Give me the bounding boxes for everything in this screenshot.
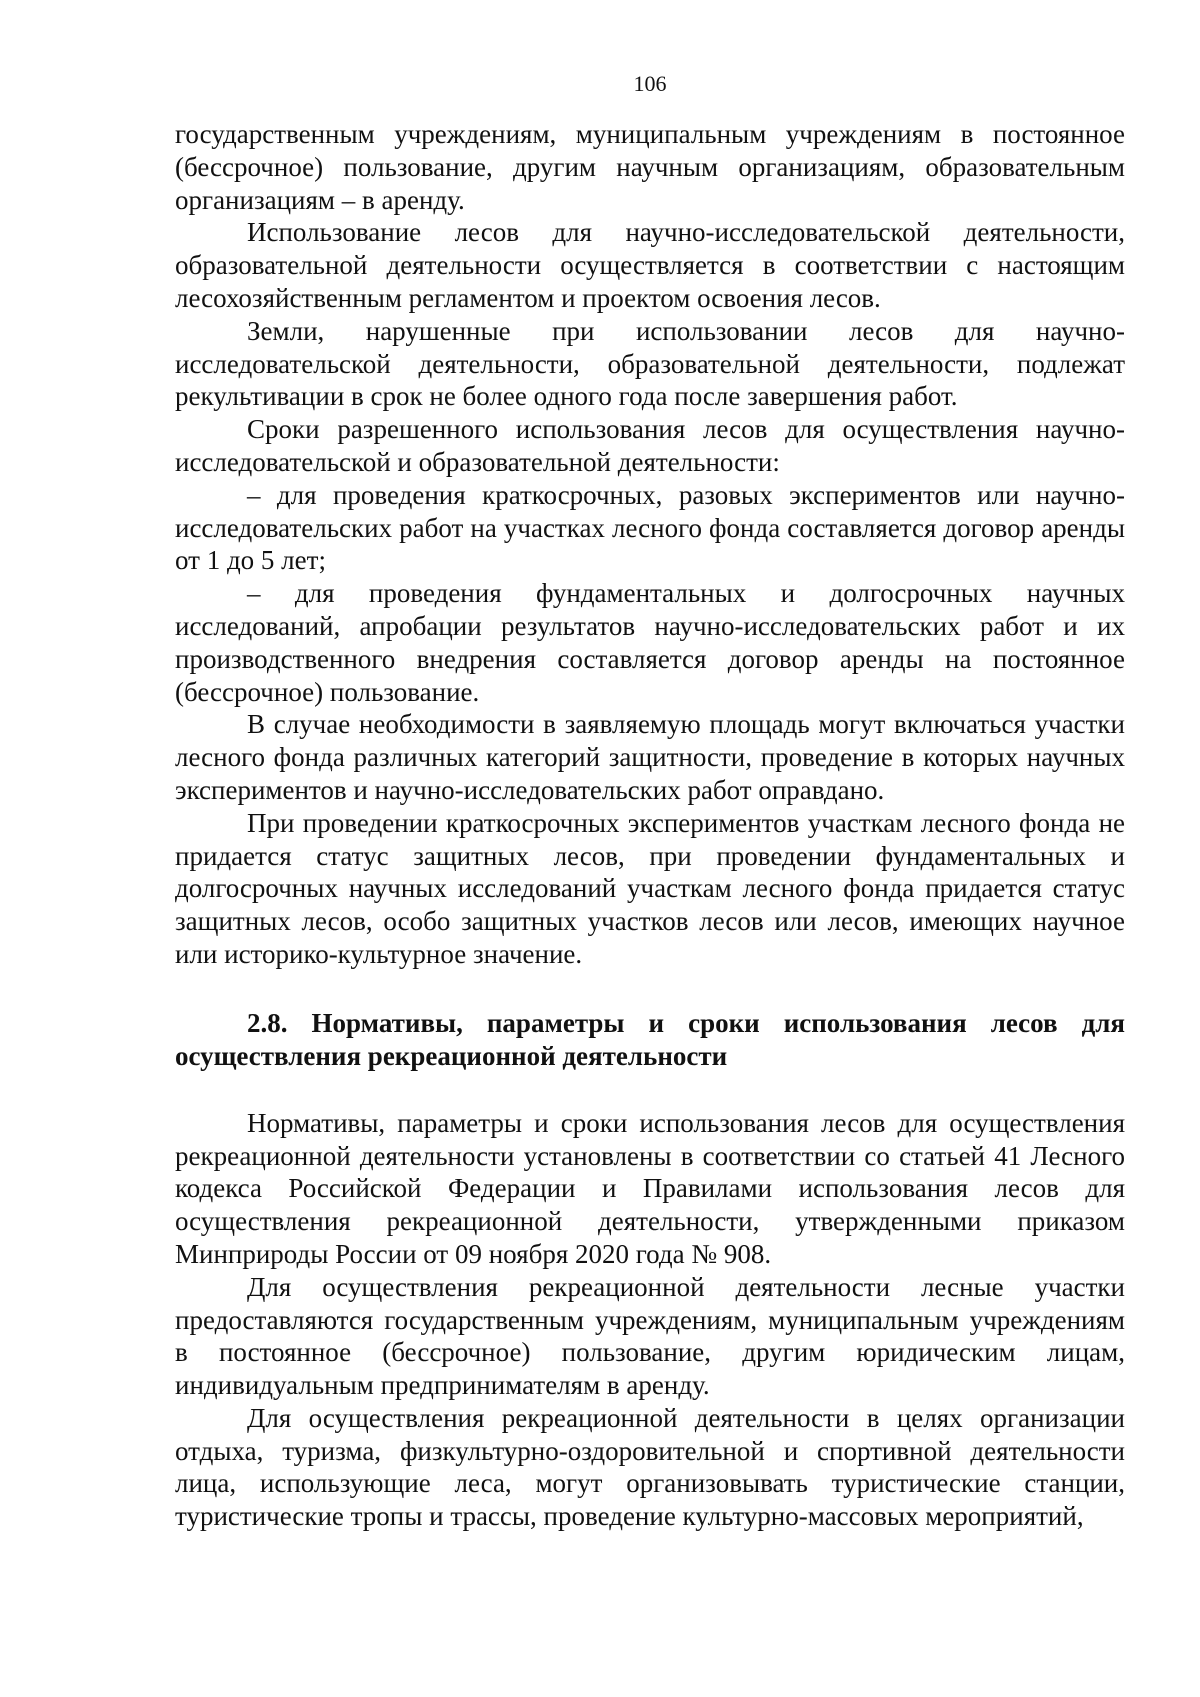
list-item-1: – для проведения краткосрочных, разовых экспериментов или научно-исследовательских работ на участках лесного фонда составляется договор аренды от 1 до 5 лет; [175, 479, 1125, 576]
paragraph-6: При проведении краткосрочных экспериментов участкам лесного фонда не придается статус защитных лесов, при проведении фундаментальных и долгосрочных научных исследований участкам лесного фонда придается статус защитных лесов, особо защитных участков лесов или лесов, имеющих научное или историко-культурное значение. [175, 807, 1125, 969]
paragraph-5: В случае необходимости в заявляемую площадь могут включаться участки лесного фонда различных категорий защитности, проведение в которых научных экспериментов и научно-исследовательских работ оправдано. [175, 709, 1125, 805]
paragraph-8: Для осуществления рекреационной деятельности лесные участки предоставляются государственным учреждениям, муниципальным учреждениям в постоянное (бессрочное) пользование, другим юридическим лицам, индивидуальным предпринимателям в аренду. [175, 1271, 1125, 1401]
paragraph-3: Земли, нарушенные при использовании лесов для научно-исследовательской деятельности, образовательной деятельности, подлежат рекультивации в срок не более одного года после завершения работ. [175, 315, 1125, 412]
page-number: 106 [633, 71, 667, 96]
section-heading: 2.8. Нормативы, параметры и сроки использования лесов для осуществления рекреационной деятельности [175, 1007, 1125, 1071]
list-item-2: – для проведения фундаментальных и долгосрочных научных исследований, апробации результатов научно-исследовательских работ и их производственного внедрения составляется договор аренды на постоянное (бессрочное) пользование. [175, 578, 1125, 707]
document-body [175, 118, 1125, 1533]
paragraph-4: Сроки разрешенного использования лесов для осуществления научно-исследовательской и образовательной деятельности: [175, 414, 1125, 477]
paragraph-2: Использование лесов для научно-исследовательской деятельности, образовательной деятельности осуществляется в соответствии с настоящим лесохозяйственным регламентом и проектом освоения лесов. [175, 217, 1125, 313]
paragraph-1: государственным учреждениям, муниципальным учреждениям в постоянное (бессрочное) пользование, другим научным организациям, образовательным организациям – в аренду. [175, 119, 1125, 215]
paragraph-7: Нормативы, параметры и сроки использования лесов для осуществления рекреационной деятельности установлены в соответствии со статьей 41 Лесного кодекса Российской Федерации и Правилами использования лесов для осуществления рекреационной деятельности, утвержденными приказом Минприроды России от 09 ноября 2020 года № 908. [175, 1107, 1125, 1269]
paragraph-9: Для осуществления рекреационной деятельности в целях организации отдыха, туризма, физкультурно-оздоровительной и спортивной деятельности лица, использующие леса, могут организовывать туристические станции, туристические тропы и трассы, проведение культурно-массовых мероприятий, [175, 1402, 1125, 1532]
